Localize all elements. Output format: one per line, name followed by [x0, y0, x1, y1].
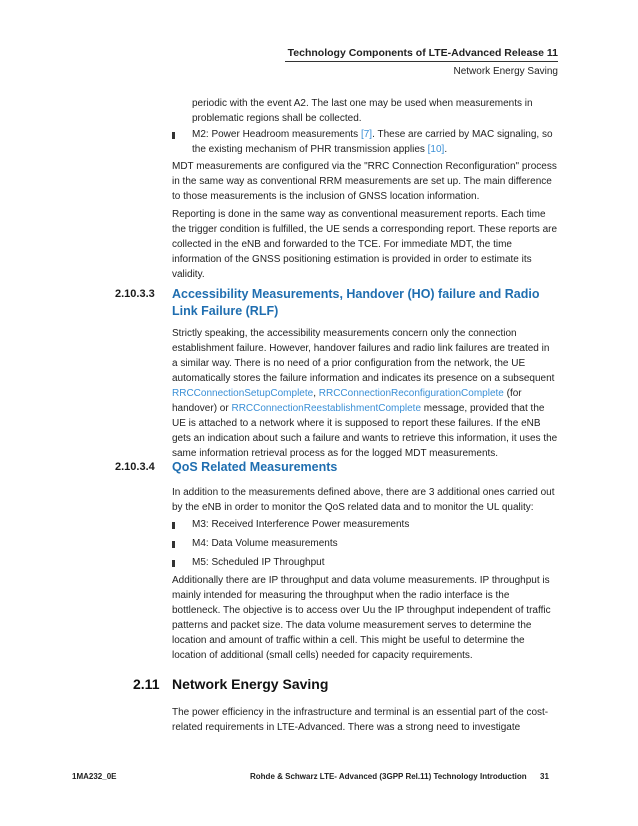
text-line: problematic regions shall be collected.: [192, 113, 362, 124]
paragraph-energy-saving: [172, 705, 562, 735]
text-line: to those measurements is the inclusion of GNSS location information.: [172, 191, 480, 202]
paragraph-qos-intro: [172, 485, 562, 515]
bullet-icon: [172, 541, 175, 548]
text-line: collected in the eNB and forwarded to the TCE. For immediate MDT, the time: [172, 239, 512, 250]
text-line: related requirements in LTE-Advanced. There was a strong need to investigate: [172, 722, 521, 733]
reference-link-10[interactable]: [10]: [427, 144, 445, 155]
text-line: Additionally there are IP throughput and data volume measurements. IP throughput is: [172, 575, 550, 586]
list-item: [172, 536, 562, 551]
list-item-continuation: [172, 142, 562, 157]
text-line: validity.: [172, 269, 205, 280]
m2-text: . These are carried by MAC signaling, so: [372, 129, 553, 140]
bullet-m2: [172, 127, 562, 157]
text-line: bottleneck. The objective is to access over Uu the IP throughput independent of traffic: [172, 605, 551, 616]
m2-text: the existing mechanism of PHR transmission applies: [192, 144, 428, 155]
rrc-reconfiguration-complete-link[interactable]: RRCConnectionReconfigurationComplete: [318, 388, 504, 399]
running-header-section: Network Energy Saving: [453, 66, 558, 77]
bullet-icon: [172, 560, 175, 567]
text-line: mainly intended for measuring the throughput when the radio interface is the: [172, 590, 510, 601]
text-line: Strictly speaking, the accessibility measurements concern only the connection: [172, 328, 517, 339]
list-item: [172, 555, 562, 570]
page-number: 31: [540, 772, 549, 781]
footer-title: Rohde & Schwarz LTE- Advanced (3GPP Rel.11) Technology Introduction: [250, 772, 527, 781]
text-line: [172, 386, 562, 401]
text-line: [172, 401, 562, 416]
qos-bullet-list: [172, 517, 562, 570]
text-line: location and amount of traffic within a cell. This might be useful to determine the: [172, 635, 525, 646]
text-line: MDT measurements are configured via the "RRC Connection Reconfiguration" process: [172, 161, 557, 172]
text-line: patterns and packet size. The data volume measurement serves to determine the: [172, 620, 532, 631]
text-line: information of the GNSS positioning estimation is provided in order to estimate its: [172, 254, 532, 265]
list-item-text: M3: Received Interference Power measurements: [192, 519, 410, 530]
text-line: In addition to the measurements defined above, there are 3 additional ones carried out: [172, 487, 555, 498]
section-heading: QoS Related Measurements: [172, 460, 338, 474]
list-item-text: M5: Scheduled IP Throughput: [192, 557, 325, 568]
text-line: establishment failure. However, handover failures and radio link failures are treated in: [172, 343, 550, 354]
section-heading: Network Energy Saving: [172, 676, 329, 692]
paragraph-reporting: [172, 207, 562, 282]
separator: ,: [313, 388, 319, 399]
bullet-icon: [172, 132, 175, 139]
rrc-setup-complete-link[interactable]: RRCConnectionSetupComplete: [172, 388, 314, 399]
text-fragment: message, provided that the: [421, 403, 545, 414]
m2-text: M2: Power Headroom measurements: [192, 129, 361, 140]
rrc-reestablishment-complete-link[interactable]: RRCConnectionReestablishmentComplete: [231, 403, 422, 414]
list-item: [172, 127, 562, 142]
reference-link-7[interactable]: [7]: [360, 129, 373, 140]
text-line: in the same way as conventional RRM measurements are set up. The main difference: [172, 176, 552, 187]
list-item: [172, 517, 562, 532]
section-heading: Accessibility Measurements, Handover (HO) failure and Radio Link Failure (RLF): [172, 287, 540, 318]
paragraph-mdt: [172, 159, 562, 204]
paragraph-accessibility: [172, 326, 562, 461]
header-rule: [285, 61, 558, 62]
text-line: location of additional (small cells) needed for capacity requirements.: [172, 650, 473, 661]
text-line: The power efficiency in the infrastructure and terminal is an essential part of the cost-: [172, 707, 549, 718]
bullet-m1-continuation: [172, 96, 562, 126]
section-number: 2.10.3.4: [115, 461, 155, 473]
text-line: gets an indication about such a failure and wants to retrieve this information, it uses the: [172, 433, 558, 444]
footer-doc-id: 1MA232_0E: [72, 772, 117, 781]
text-line: UE is attached to a network where it is supposed to report these failures. If the eNB: [172, 418, 541, 429]
text-line: by the eNB in order to monitor the QoS related data and to monitor the UL quality:: [172, 502, 534, 513]
m2-text: .: [444, 144, 448, 155]
paragraph-throughput: [172, 573, 562, 663]
list-item-text: M4: Data Volume measurements: [192, 538, 338, 549]
section-number: 2.10.3.3: [115, 288, 155, 300]
text-line: automatically stores the failure information and indicates its presence on a subsequent: [172, 373, 555, 384]
section-number: 2.11: [133, 676, 160, 692]
text-fragment: (for: [503, 388, 522, 399]
text-fragment: handover) or: [172, 403, 232, 414]
text-line: a similar way. There is no need of a prior configuration from the network, the UE: [172, 358, 526, 369]
bullet-icon: [172, 522, 175, 529]
text-line: same information retrieval process as for the logged MDT measurements.: [172, 448, 499, 459]
text-line: Reporting is done in the same way as conventional measurement reports. Each time: [172, 209, 546, 220]
text-line: the trigger condition is fulfilled, the UE sends a corresponding report. These reports are: [172, 224, 558, 235]
running-header-title: Technology Components of LTE-Advanced Release 11: [287, 47, 558, 59]
text-line: periodic with the event A2. The last one may be used when measurements in: [192, 98, 533, 109]
